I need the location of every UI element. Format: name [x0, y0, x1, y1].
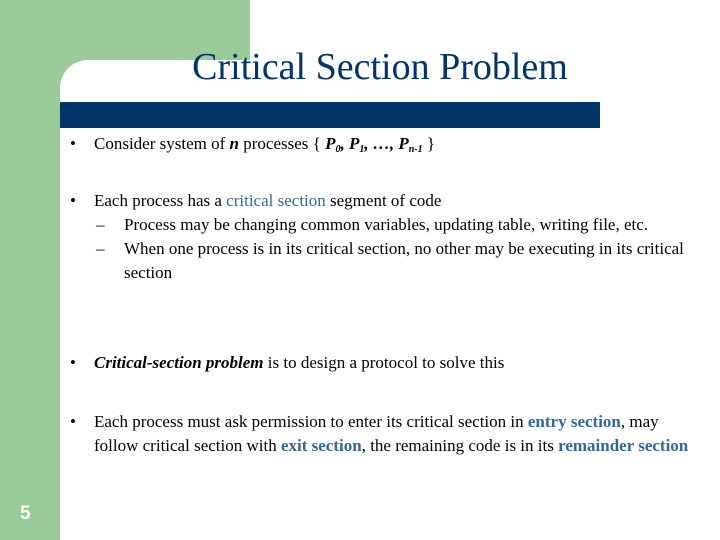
bullet-text: Each process has a critical section segment of code [94, 191, 442, 210]
bullet-text: Each process must ask permission to enter its critical section in entry section, may follow critical section with exit section, the remaining code is in its remainder section [94, 412, 689, 455]
bullet-entry-exit-sections [62, 410, 702, 458]
bullet-text: Consider system of n processes { $P_0$, $P_1$, …, $P_{n-1}$ } [94, 134, 436, 155]
sub-bullet-common-variables: – Process may be changing common variables, updating table, writing file, etc. [96, 215, 649, 234]
bullet-dot: • [70, 191, 76, 210]
title-underline-bar [60, 102, 600, 128]
bullet-dot: • [70, 353, 76, 372]
bullet-text: Critical-section problem is to design a protocol to solve this [94, 353, 505, 372]
sub-bullet-mutual-exclusion: – When one process is in its critical section, no other may be executing in its critical section [96, 239, 684, 282]
bullet-dot: • [70, 412, 76, 431]
slide-title: Critical Section Problem [192, 46, 568, 88]
left-accent-bar [0, 0, 60, 540]
bullet-critical-section [62, 189, 702, 285]
bullet-system-processes [62, 132, 702, 156]
slide-number: 5 [20, 503, 31, 524]
bullet-problem-definition [62, 351, 702, 375]
bullet-dot: • [70, 134, 76, 153]
